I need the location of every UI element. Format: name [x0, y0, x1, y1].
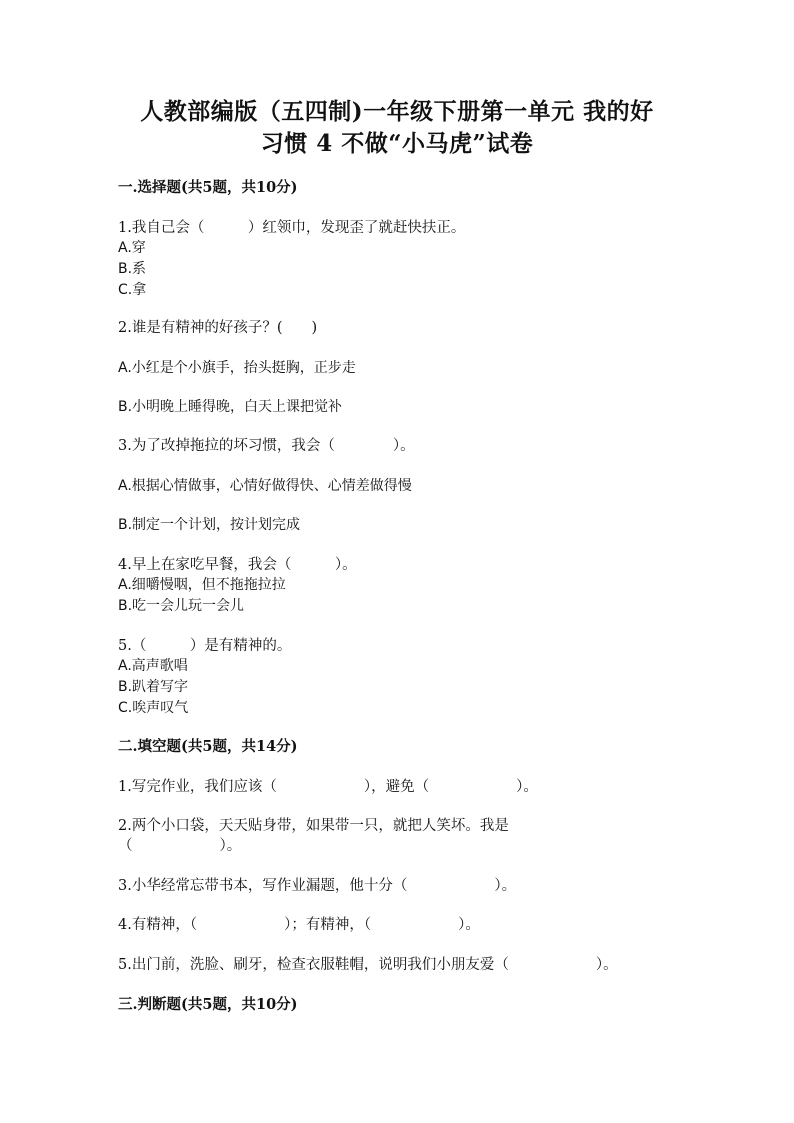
answer-option: C.唉声叹气: [118, 700, 189, 716]
answer-option: B.小明晚上睡得晚，白天上课把觉补: [118, 399, 343, 415]
fill-blank-question: 2.两个小口袋，天天贴身带，如果带一只，就把人笑坏。我是: [118, 818, 509, 834]
answer-option: A.高声歌唱: [118, 658, 188, 674]
section-heading-choice: 一.选择题(共5题，共10分): [118, 179, 298, 196]
exam-title-line-2: 习惯 4 不做“小马虎”试卷: [260, 130, 534, 157]
fill-blank-question: 5.出门前，洗脸、刷牙，检查衣服鞋帽，说明我们小朋友爱（ ）。: [118, 957, 618, 973]
answer-option: A.小红是个小旗手，抬头挺胸，正步走: [118, 360, 356, 376]
answer-option: B.制定一个计划，按计划完成: [118, 517, 301, 533]
exam-title-line-1: 人教部编版（五四制)一年级下册第一单元 我的好: [140, 98, 654, 125]
answer-option: B.系: [118, 261, 147, 277]
question-stem: 3.为了改掉拖拉的坏习惯，我会（ ）。: [118, 438, 415, 454]
section-heading-true-false: 三.判断题(共5题，共10分): [118, 996, 298, 1013]
question-stem: 1.我自己会（ ）红领巾，发现歪了就赶快扶正。: [118, 220, 466, 236]
fill-blank-question: 1.写完作业，我们应该（ ），避免（ ）。: [118, 779, 538, 795]
fill-blank-question: 3.小华经常忘带书本，写作业漏题，他十分（ ）。: [118, 878, 517, 894]
question-stem: 4.早上在家吃早餐，我会（ ）。: [118, 557, 357, 573]
answer-option: A.根据心情做事，心情好做得快、心情差做得慢: [118, 478, 412, 494]
section-heading-fill-blank: 二.填空题(共5题，共14分): [118, 738, 298, 755]
answer-option: A.穿: [118, 240, 146, 256]
answer-option: B.吃一会儿玩一会儿: [118, 598, 245, 614]
answer-option: A.细嚼慢咽，但不拖拖拉拉: [118, 577, 286, 593]
fill-blank-question: 4.有精神，（ ）；有精神，（ ）。: [118, 917, 480, 933]
fill-blank-question-continued: （ ）。: [118, 838, 242, 854]
question-stem: 5.（ ）是有精神的。: [118, 638, 292, 654]
answer-option: C.拿: [118, 282, 147, 298]
answer-option: B.趴着写字: [118, 679, 189, 695]
question-stem: 2.谁是有精神的好孩子？( ): [118, 320, 318, 336]
